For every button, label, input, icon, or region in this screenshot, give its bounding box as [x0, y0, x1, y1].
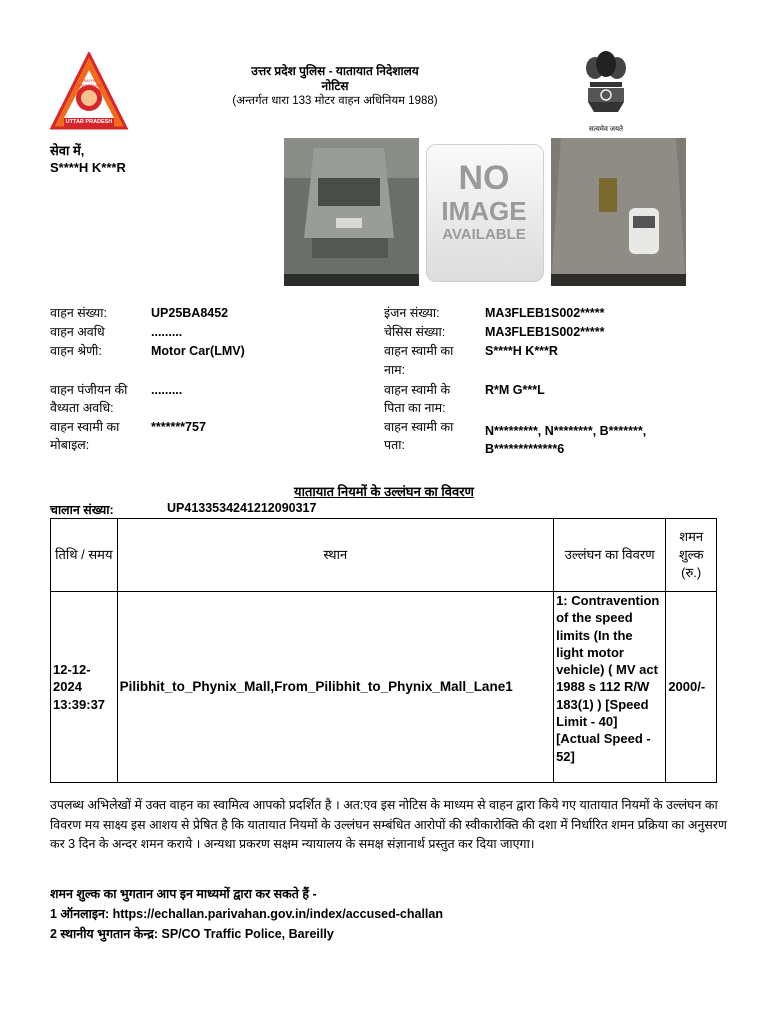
engine-label: इंजन संख्या: — [384, 306, 440, 320]
owner-mobile-label-1: वाहन स्वामी का — [50, 420, 120, 434]
no-image-text-3: AVAILABLE — [442, 226, 526, 243]
vehicle-number-label: वाहन संख्या: — [50, 306, 107, 320]
challan-number: UP4133534241212090317 — [167, 501, 317, 515]
owner-name: S****H K***R — [485, 344, 558, 358]
header-title: उत्तर प्रदेश पुलिस - यातायात निदेशालय — [251, 64, 419, 78]
header-act: (अन्तर्गत धारा 133 मोटर वाहन अधिनियम 1988) — [232, 95, 438, 107]
evidence-photo-1 — [284, 138, 419, 286]
payment-heading: शमन शुल्क का भुगतान आप इन माध्यमों द्वारा कर सकते हैं - — [50, 887, 317, 901]
recipient-name: S****H K***R — [50, 160, 126, 175]
no-image-text-1: NO — [458, 159, 510, 197]
violation-fine: 2000/- — [666, 592, 717, 783]
vehicle-period: ......... — [151, 325, 183, 339]
owner-name-label-1: वाहन स्वामी का — [384, 344, 454, 358]
owner-father-label-2: पिता का नाम: — [384, 401, 446, 415]
vehicle-number: UP25BA8452 — [151, 306, 229, 320]
vehicle-class-label: वाहन श्रेणी: — [50, 344, 102, 358]
recipient-salutation: सेवा में, — [50, 143, 85, 158]
owner-mobile: *******757 — [151, 420, 206, 434]
violation-description: 1: Contravention of the speed limits (In the light motor vehicle) ( MV act 1988 s 112 R/W 183(1) ) [Speed Limit - 40] [Actual Speed - 52] — [554, 592, 666, 783]
reg-validity-label-2: वैध्यता अवधि: — [50, 401, 114, 415]
table-row — [51, 592, 717, 783]
vehicle-period-label: वाहन अवधि — [50, 325, 105, 339]
payment-offline: 2 स्थानीय भुगतान केन्द्र: SP/CO Traffic Police, Bareilly — [50, 927, 334, 941]
violation-datetime: 12-12-2024 13:39:37 — [51, 592, 118, 783]
owner-address-line-1: N*********, N********, B*******, — [485, 424, 647, 438]
recipient-block — [50, 142, 126, 176]
column-header-description: उल्लंघन का विवरण — [554, 519, 666, 592]
emblem-motto: सत्यमेव जयते — [588, 126, 624, 133]
column-header-datetime: तिथि / समय — [51, 519, 118, 592]
payment-info — [50, 884, 443, 944]
state-emblem — [578, 50, 634, 134]
evidence-photo-2 — [551, 138, 686, 286]
owner-father: R*M G***L — [485, 383, 545, 397]
owner-mobile-label-2: मोबाइल: — [50, 438, 90, 452]
column-header-fine: शमन शुल्क (रु.) — [666, 519, 717, 592]
vehicle-class: Motor Car(LMV) — [151, 344, 245, 358]
no-image-text-2: IMAGE — [441, 196, 527, 226]
payment-online: 1 ऑनलाइन: https://echallan.parivahan.gov.in/index/accused-challan — [50, 907, 443, 921]
evidence-photo-placeholder — [422, 138, 546, 286]
column-header-place: स्थान — [117, 519, 553, 592]
reg-validity: ......... — [151, 383, 183, 397]
logo-bottom-text: UTTAR PRADESH — [65, 119, 113, 125]
notice-paragraph: उपलब्ध अभिलेखों में उक्त वाहन का स्वामित्व आपको प्रदर्शित है । अत:एव इस नोटिस के माध्यम से वाहन द्वारा किये गए यातायात नियमों के उल्लंघन का विवरण मय साक्ष्य इस आशय से प्रेषित है कि यातायात नियमों के उल्लंघन सम्बंधित आरोपों की स्वीकारोक्ति की दशा में निर्धारित शमन प्रक्रिया का अनुसरण कर 3 दिन के अन्दर शमन कराये । अन्यथा प्रकरण सक्षम न्यायालय के समक्ष संज्ञानार्थ प्रस्तुत कर दिया जाएगा। — [50, 798, 727, 851]
chassis-label: चेसिस संख्या: — [384, 325, 446, 339]
engine-number: MA3FLEB1S002***** — [485, 306, 605, 320]
table-header-row — [51, 519, 717, 592]
violation-section-title: यातायात नियमों के उल्लंघन का विवरण — [294, 484, 474, 499]
chassis-number: MA3FLEB1S002***** — [485, 325, 605, 339]
reg-validity-label-1: वाहन पंजीयन की — [50, 383, 128, 397]
owner-father-label-1: वाहन स्वामी के — [384, 383, 451, 397]
header-subtitle: नोटिस — [321, 79, 349, 93]
logo-top-text: TRAFFIC DIRECTORATE — [76, 79, 102, 88]
vehicle-details — [0, 304, 768, 464]
ashoka-emblem-icon — [578, 50, 634, 120]
traffic-directorate-logo — [50, 52, 128, 132]
violation-place: Pilibhit_to_Phynix_Mall,From_Pilibhit_to_Phynix_Mall_Lane1 — [117, 592, 553, 783]
owner-name-label-2: नाम: — [384, 363, 406, 377]
owner-address-label-1: वाहन स्वामी का — [384, 420, 454, 434]
notice-header — [150, 64, 520, 109]
challan-label: चालान संख्या: — [50, 503, 114, 517]
owner-address-label-2: पता: — [384, 438, 405, 452]
violation-table — [50, 518, 717, 783]
owner-address-line-2: B*************6 — [485, 442, 565, 456]
